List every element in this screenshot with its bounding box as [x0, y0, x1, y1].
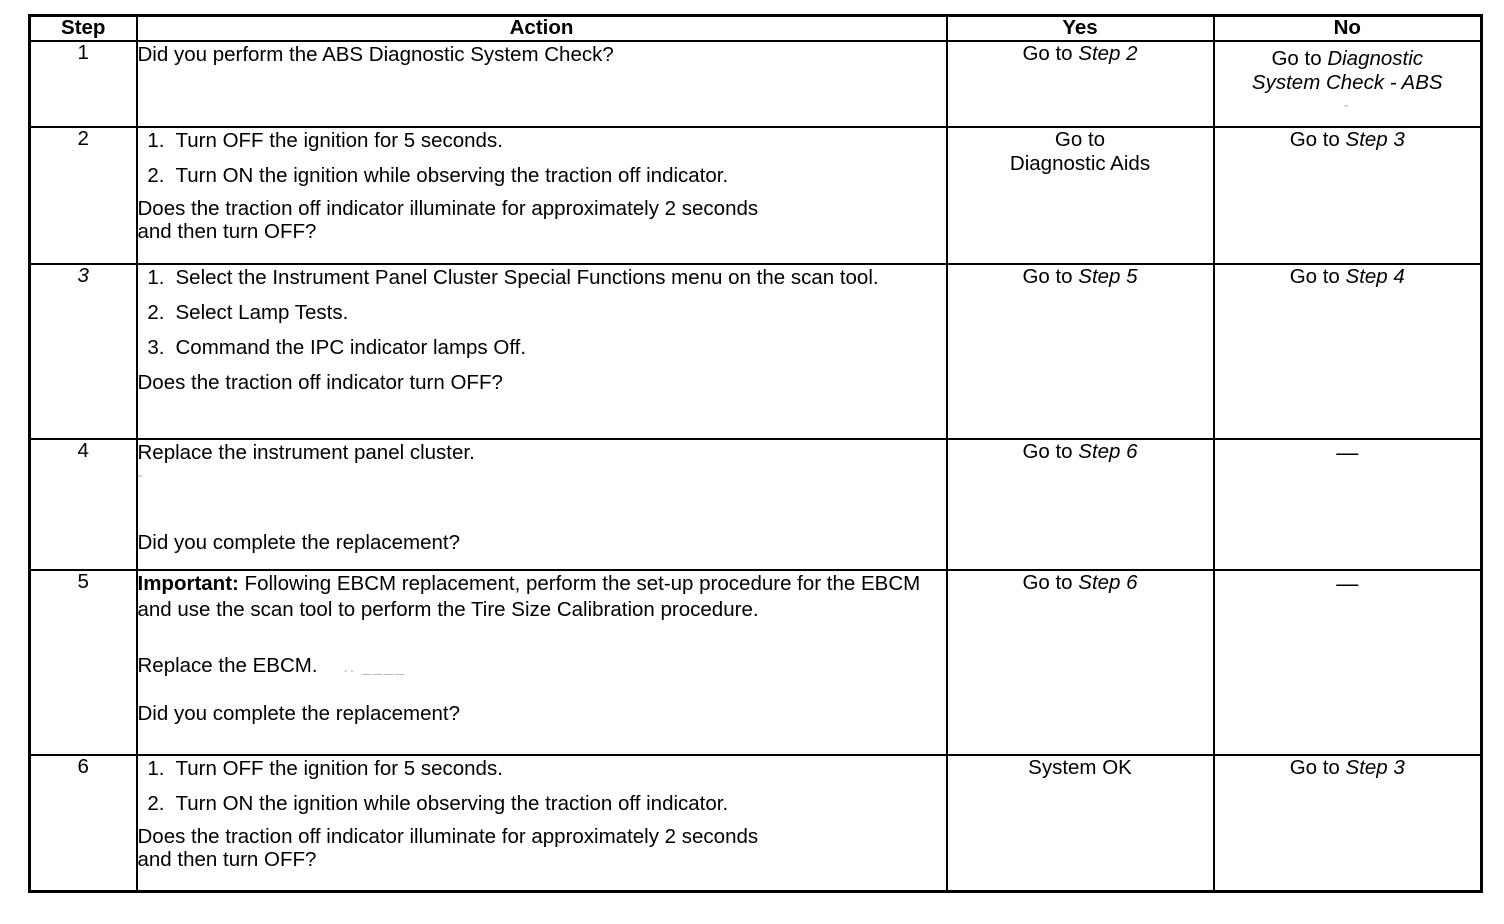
diagnostic-table [28, 14, 1483, 893]
yes-goto-target: Step 6 [1078, 570, 1138, 594]
action-step-list [138, 756, 946, 817]
action-step-list [138, 128, 946, 189]
list-item [138, 128, 946, 154]
column-header-yes: Yes [947, 16, 1214, 41]
yes-goto-label: Go to [1054, 127, 1106, 151]
no-cell [1214, 127, 1482, 264]
table-row [30, 570, 1482, 755]
no-cell [1214, 755, 1482, 892]
action-cell [137, 127, 947, 264]
table-row [30, 755, 1482, 892]
list-item-number: 2. [147, 300, 165, 324]
important-note [138, 571, 946, 623]
action-question [138, 370, 946, 396]
yes-goto-label: Go to [1022, 41, 1073, 65]
step-number: 1 [30, 41, 137, 127]
action-text: Replace the instrument panel cluster. [137, 440, 475, 464]
yes-cell [947, 127, 1214, 264]
table-row [30, 41, 1482, 127]
list-item-text: Select Lamp Tests. [175, 300, 349, 324]
step-number: 2 [30, 127, 137, 264]
column-header-no: No [1214, 16, 1482, 41]
action-question-line2: and then turn OFF? [137, 219, 317, 243]
yes-goto [1022, 265, 1137, 290]
no-goto-target: Step 3 [1345, 127, 1405, 151]
action-question: Did you complete the replacement? [137, 702, 460, 726]
yes-cell [947, 570, 1214, 755]
yes-goto [1022, 440, 1137, 465]
action-question [138, 198, 946, 244]
action-cell [137, 570, 947, 755]
step-number: 4 [30, 439, 137, 570]
table-row [30, 127, 1482, 264]
action-question-line2: and then turn OFF? [137, 847, 317, 871]
no-cell [1214, 264, 1482, 439]
list-item-number: 1. [147, 756, 165, 780]
list-item-text: Select the Instrument Panel Cluster Special Functions menu on the scan tool. [175, 265, 879, 289]
action-cell [137, 755, 947, 892]
no-goto-target: Step 4 [1345, 264, 1405, 288]
yes-goto-label: Go to [1022, 570, 1073, 594]
list-item [138, 335, 946, 361]
spacer [138, 679, 946, 701]
no-goto-label: Go to [1289, 127, 1340, 151]
no-goto-label: Go to [1289, 755, 1340, 779]
list-item-text: Command the IPC indicator lamps Off. [175, 336, 527, 360]
no-goto [1290, 265, 1405, 290]
table-row [30, 439, 1482, 570]
action-question-line1: Does the traction off indicator illuminate for approximately 2 seconds [137, 825, 759, 849]
step-number: 5 [30, 570, 137, 755]
yes-cell [947, 264, 1214, 439]
list-item-number: 3. [147, 336, 165, 360]
list-item [138, 791, 946, 817]
action-question-line1: Does the traction off indicator illuminate for approximately 2 seconds [137, 197, 759, 221]
no-goto-target: Step 3 [1345, 755, 1405, 779]
yes-cell [947, 41, 1214, 127]
list-item [138, 265, 946, 291]
list-item [138, 300, 946, 326]
no-cell [1214, 41, 1482, 127]
spacer [138, 486, 946, 530]
yes-goto-target: Diagnostic Aids [1009, 152, 1151, 176]
yes-cell [947, 439, 1214, 570]
no-dash: — [1336, 439, 1359, 465]
action-text [138, 653, 946, 679]
action-cell [137, 41, 947, 127]
list-item-number: 2. [147, 163, 165, 187]
no-goto-target-line1: Diagnostic [1327, 46, 1424, 70]
no-dash: — [1336, 570, 1359, 596]
table-header [30, 16, 1482, 41]
no-goto [1290, 128, 1405, 153]
yes-goto-target: Step 6 [1078, 439, 1138, 463]
list-item-text: Turn OFF the ignition for 5 seconds. [175, 128, 503, 152]
action-text: Did you perform the ABS Diagnostic System Check? [137, 42, 614, 66]
table-body [30, 41, 1482, 892]
step-number: 3 [30, 264, 137, 439]
column-header-action: Action [137, 16, 947, 41]
step-number: 6 [30, 755, 137, 892]
list-item-text: Turn ON the ignition while observing the traction off indicator. [175, 791, 729, 815]
spacer [138, 623, 946, 653]
action-step-list [138, 265, 946, 362]
table-row [30, 264, 1482, 439]
list-item-number: 1. [147, 128, 165, 152]
no-goto-label: Go to [1289, 264, 1340, 288]
action-question-line1: Does the traction off indicator turn OFF? [137, 371, 503, 395]
list-item [138, 163, 946, 189]
list-item-text: Turn OFF the ignition for 5 seconds. [175, 756, 503, 780]
scan-artifact: - [1343, 96, 1351, 114]
scan-artifact: .. ____ [317, 659, 407, 677]
table-header-row [30, 16, 1482, 41]
list-item-number: 1. [147, 265, 165, 289]
no-goto [1271, 47, 1423, 72]
no-goto-target-line2: System Check - ABS [1251, 71, 1443, 95]
no-cell [1214, 570, 1482, 755]
action-text-label: Replace the EBCM. [137, 654, 318, 678]
yes-goto [1022, 571, 1137, 596]
yes-goto-target: Step 5 [1078, 264, 1138, 288]
scan-artifact: - [137, 466, 145, 484]
list-item [138, 756, 946, 782]
yes-result: System OK [1028, 755, 1132, 779]
important-label: Important: [137, 571, 239, 595]
no-goto-label: Go to [1271, 46, 1322, 70]
yes-goto-target: Step 2 [1078, 41, 1138, 65]
list-item-text: Turn ON the ignition while observing the traction off indicator. [175, 163, 729, 187]
yes-goto-label: Go to [1022, 264, 1073, 288]
yes-goto-label: Go to [1022, 439, 1073, 463]
no-cell [1214, 439, 1482, 570]
action-question: Did you complete the replacement? [137, 531, 460, 555]
list-item-number: 2. [147, 791, 165, 815]
yes-goto [1022, 42, 1137, 67]
important-text: Following EBCM replacement, perform the set-up procedure for the EBCM and use the scan tool to perform the Tire Size Calibration procedure. [137, 571, 921, 621]
no-goto [1290, 756, 1405, 781]
yes-cell [947, 755, 1214, 892]
action-cell [137, 439, 947, 570]
column-header-step: Step [30, 16, 137, 41]
action-cell [137, 264, 947, 439]
action-question [138, 826, 946, 872]
